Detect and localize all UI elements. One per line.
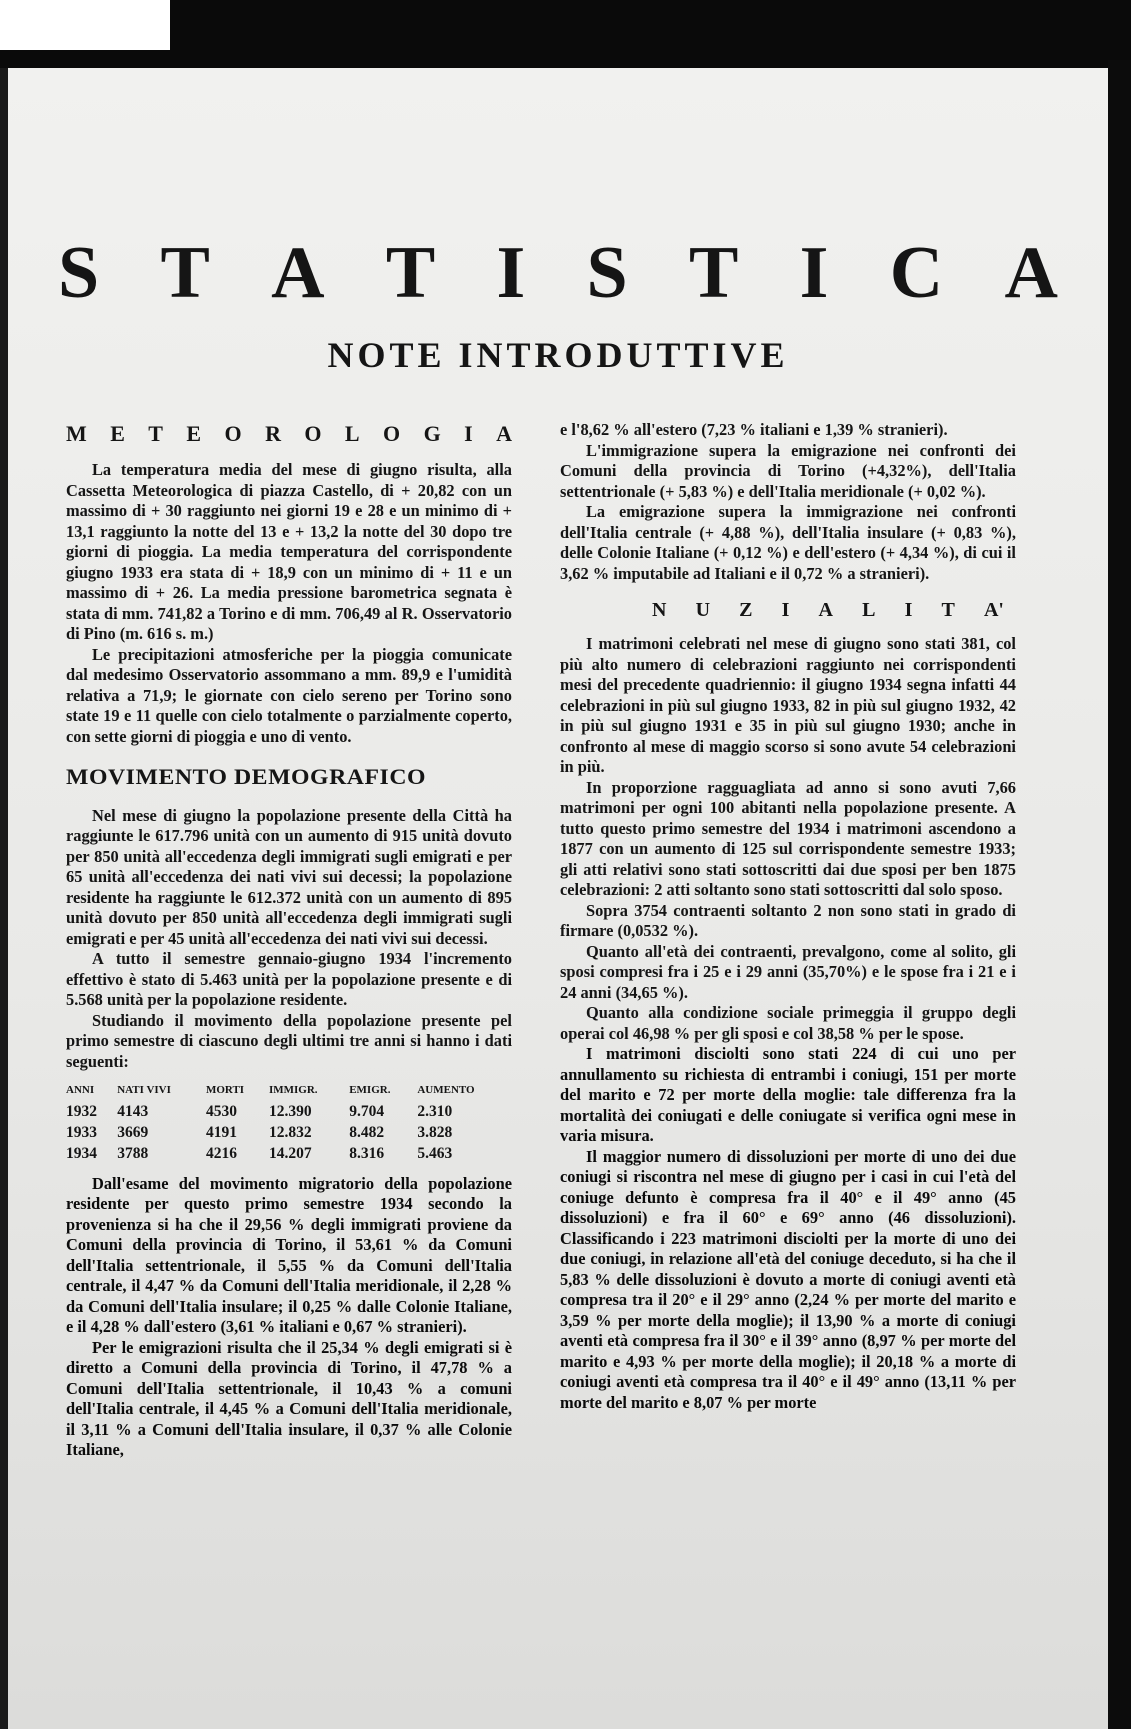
page-subtitle: NOTE INTRODUTTIVE (327, 335, 789, 375)
table-header-row (66, 1080, 512, 1101)
nuzialita-paragraph: Quanto all'età dei contraenti, prevalgono, come al solito, gli sposi compresi fra i 25 e i 29 anni (35,70%) e le spose fra i 21 e i 24 anni (34,65 %). (560, 941, 1016, 1002)
heading-letter: G (423, 421, 441, 446)
heading-letter: U (695, 599, 711, 621)
table-cell: 4216 (205, 1144, 237, 1162)
table-row (66, 1101, 512, 1122)
table-cell: 14.207 (268, 1144, 312, 1162)
nuzialita-heading (560, 598, 1016, 622)
page-title (58, 232, 1058, 314)
scan-left-border (0, 68, 8, 1729)
table-cell: 12.832 (268, 1123, 312, 1141)
table-header: NATI VIVI (117, 1084, 171, 1096)
heading-letter: E (110, 421, 125, 446)
scan-right-border (1108, 60, 1131, 1729)
table-header: ANNI (66, 1084, 95, 1096)
nuzialita-paragraph: In proporzione ragguagliata ad anno si sono avuti 7,66 matrimoni per ogni 100 abitanti nella popolazione presente. A tutto questo primo semestre del 1934 i matrimoni ascendono a 1877 con un aumento di 125 sul corrispondente semestre 1933; gli atti relativi sono stati sottoscritti dai due sposi per ben 1875 celebrazioni: 2 atti soltanto sono stati sottoscritti dal solo sposo. (560, 777, 1016, 899)
heading-letter: T (148, 421, 163, 446)
heading-letter: I (781, 599, 790, 621)
left-column (66, 420, 512, 1461)
table-cell: 3788 (117, 1144, 149, 1162)
meteorologia-heading (66, 422, 512, 446)
table-cell: 5.463 (417, 1144, 453, 1162)
table-cell: 2.310 (417, 1102, 453, 1120)
document-page (8, 68, 1108, 1729)
heading-letter: A' (983, 599, 1004, 621)
heading-letter: O (224, 421, 242, 446)
demo-paragraph: Nel mese di giugno la popolazione presente della Città ha raggiunte le 617.796 unità con un aumento di 915 unità dovuto per 850 unità all'eccedenza degli immigrati sugli emigrati e per 65 unità all'eccedenza dei nati vivi sui decessi; la popolazione residente ha raggiunte le 612.372 unità con un aumento di 895 unità dovuto per 850 unità all'eccedenza degli immigrati sugli emigrati e per 45 unità all'eccedenza dei nati vivi sui decessi. (66, 805, 512, 948)
title-letter: T (160, 232, 210, 314)
demo-paragraph: Studiando il movimento della popolazione presente pel primo semestre di ciascuno degli ultimi tre anni si hanno i dati seguenti: (66, 1010, 512, 1071)
title-letter: C (889, 232, 944, 314)
continuation-paragraph: La emigrazione supera la immigrazione nei confronti dell'Italia centrale (+ 4,88 %), dell'Italia insulare (+ 0,83 %), delle Colonie Italiane (+ 0,12 %) e dell'estero (+ 4,34 %), di cui il 3,62 % imputabile ad Italiani e il 0,72 % a stranieri). (560, 502, 1016, 583)
table-header: EMIGR. (349, 1084, 391, 1096)
table-cell: 4143 (117, 1102, 149, 1120)
meteo-paragraph: La temperatura media del mese di giugno risulta, alla Cassetta Meteorologica di piazza Castello, di + 20,82 con un massimo di + 30 raggiunto nei giorni 19 e 28 e un minimo di + 13,1 raggiunto la notte del 13 e + 13,2 la notte del 30 dopo tre giorni di pioggia. La media temperatura del corrispondente giugno 1933 era stata di + 18,9 con un minimo di + 11 e un massimo di + 26. La media pressione barometrica segnata è stata di mm. 741,82 a Torino e di mm. 706,49 al R. Osservatorio di Pino (m. 616 s. m.) (66, 460, 512, 643)
heading-letter: N (652, 599, 667, 621)
title-letter: A (271, 232, 325, 314)
title-letter: S (586, 232, 628, 314)
demografico-heading: MOVIMENTO DEMOGRAFICO (66, 764, 427, 789)
table-header: IMMIGR. (268, 1084, 318, 1096)
demo-paragraph: Per le emigrazioni risulta che il 25,34 % degli emigrati si è diretto a Comuni della provincia di Torino, il 47,78 % a Comuni dell'Italia settentrionale, il 10,43 % a comuni dell'Italia centrale, il 4,45 % a Comuni dell'Italia meridionale, il 3,11 % a Comuni dell'Italia insulare, il 0,37 % alle Colonie Italiane, (66, 1337, 512, 1459)
table-row (66, 1143, 512, 1164)
table-cell: 3.828 (417, 1123, 453, 1141)
meteo-paragraph: Le precipitazioni atmosferiche per la pioggia comunicate dal medesimo Osservatorio assommano a mm. 89,9 e l'umidità relativa a 71,9; le giornate con cielo sereno per Torino sono state 19 e 11 quelle con cielo totalmente o parzialmente coperto, con sette giorni di pioggia e uno di vento. (66, 644, 512, 746)
heading-letter: L (862, 599, 876, 621)
heading-letter: O (383, 421, 401, 446)
heading-letter: A (496, 421, 512, 446)
title-letter: I (799, 232, 829, 314)
heading-letter: E (186, 421, 202, 446)
nuzialita-paragraph: Quanto alla condizione sociale primeggia il gruppo degli operai col 46,98 % per gli sposi e col 38,58 % per le spose. (560, 1003, 1016, 1043)
title-letter: I (496, 232, 526, 314)
table-header: AUMENTO (417, 1084, 475, 1096)
title-letter: T (385, 232, 436, 314)
heading-letter: I (904, 599, 913, 621)
table-cell: 1932 (66, 1102, 97, 1120)
continuation-paragraph: L'immigrazione supera la emigrazione nei confronti dei Comuni della provincia di Torino (+4,32%), dell'Italia settentrionale (+ 5,83 %) e dell'Italia meridionale (+ 0,02 %). (560, 440, 1016, 501)
table-cell: 12.390 (268, 1102, 312, 1120)
table-cell: 8.316 (349, 1144, 385, 1162)
title-letter: T (688, 232, 739, 314)
heading-letter: Z (739, 599, 753, 621)
heading-letter: O (304, 421, 322, 446)
heading-letter: M (66, 421, 87, 446)
continuation-paragraph: e l'8,62 % all'estero (7,23 % italiani e 1,39 % stranieri). (560, 420, 948, 439)
demo-paragraph: A tutto il semestre gennaio-giugno 1934 l'incremento effettivo è stato di 5.463 unità per la popolazione presente e di 5.568 unità per la popolazione residente. (66, 949, 512, 1009)
table-cell: 3669 (117, 1123, 149, 1141)
table-cell: 4191 (205, 1123, 237, 1141)
nuzialita-paragraph: I matrimoni disciolti sono stati 224 di cui uno per annullamento su richiesta di entrambi i coniugi, 151 per morte del marito e 72 per morte della moglie: tale differenza fra la mortalità dei coniugati e delle coniugate si verifica ogni mese in varia misura. (560, 1044, 1016, 1145)
table-cell: 1934 (66, 1144, 97, 1162)
heading-letter: L (344, 421, 360, 446)
nuzialita-paragraph: I matrimoni celebrati nel mese di giugno sono stati 381, col più alto numero di celebrazioni raggiunto nei corrispondenti mesi del precedente quadriennio: il giugno 1934 segna infatti 44 celebrazioni in più sul giugno 1933, 82 in più sul giugno 1932, 42 in più sul giugno 1931 e 35 in più sul giugno 1930; anche in confronto al mese di maggio scorso si sono avute 54 celebrazioni in più. (560, 634, 1016, 776)
heading-letter: I (464, 421, 473, 446)
table-cell: 4530 (205, 1102, 237, 1120)
heading-letter: A (818, 599, 833, 621)
title-letter: S (58, 232, 100, 314)
nuzialita-paragraph: Sopra 3754 contraenti soltanto 2 non sono stati in grado di firmare (0,0532 %). (560, 900, 1016, 940)
population-table (66, 1080, 512, 1164)
table-cell: 8.482 (349, 1123, 385, 1141)
nuzialita-paragraph: Il maggior numero di dissoluzioni per morte di uno dei due coniugi si riscontra nel mese di giugno per i casi in cui l'età del coniuge defunto è compresa fra il 40° e il 49° anno (45 dissoluzioni) e fra il 60° e 69° anno (46 dissoluzioni). Classificando i 223 matrimoni disciolti per la morte di uno dei due coniugi, in relazione all'età del coniuge deceduto, si ha che il 5,83 % delle dissoluzioni è dovuto a morte di coniugi aventi età compresa tra il 20° e il 29° anno (2,24 % per morte del marito e 3,59 % per morte della moglie); il 13,90 % a morte di coniugi aventi età compresa fra il 30° e il 39° anno (8,97 % per morte del marito e 4,93 % per morte della moglie); il 20,18 % a morte di coniugi aventi età compresa tra il 40° e il 49° anno (13,11 % per morte del marito e 8,07 % per morte (560, 1146, 1016, 1412)
heading-letter: R (265, 421, 281, 446)
table-row (66, 1122, 512, 1143)
demo-paragraph: Dall'esame del movimento migratorio della popolazione residente per questo primo semestre 1934 secondo la provenienza si ha che il 29,56 % degli immigrati proviene da Comuni della provincia di Torino, il 53,61 % da Comuni dell'Italia settentrionale, il 5,55 % da Comuni dell'Italia centrale, il 4,47 % da Comuni dell'Italia meridionale, il 2,28 % da Comuni dell'Italia insulare; il 0,25 % dalle Colonie Italiane, e il 4,28 % dall'estero (3,61 % italiani e 0,67 % stranieri). (66, 1173, 512, 1336)
title-letter: A (1004, 232, 1058, 314)
table-cell: 1933 (66, 1123, 97, 1141)
right-column (560, 420, 1016, 1413)
heading-letter: T (941, 599, 955, 621)
table-cell: 9.704 (349, 1102, 385, 1120)
table-header: MORTI (205, 1084, 245, 1096)
scan-corner-notch (0, 0, 170, 50)
